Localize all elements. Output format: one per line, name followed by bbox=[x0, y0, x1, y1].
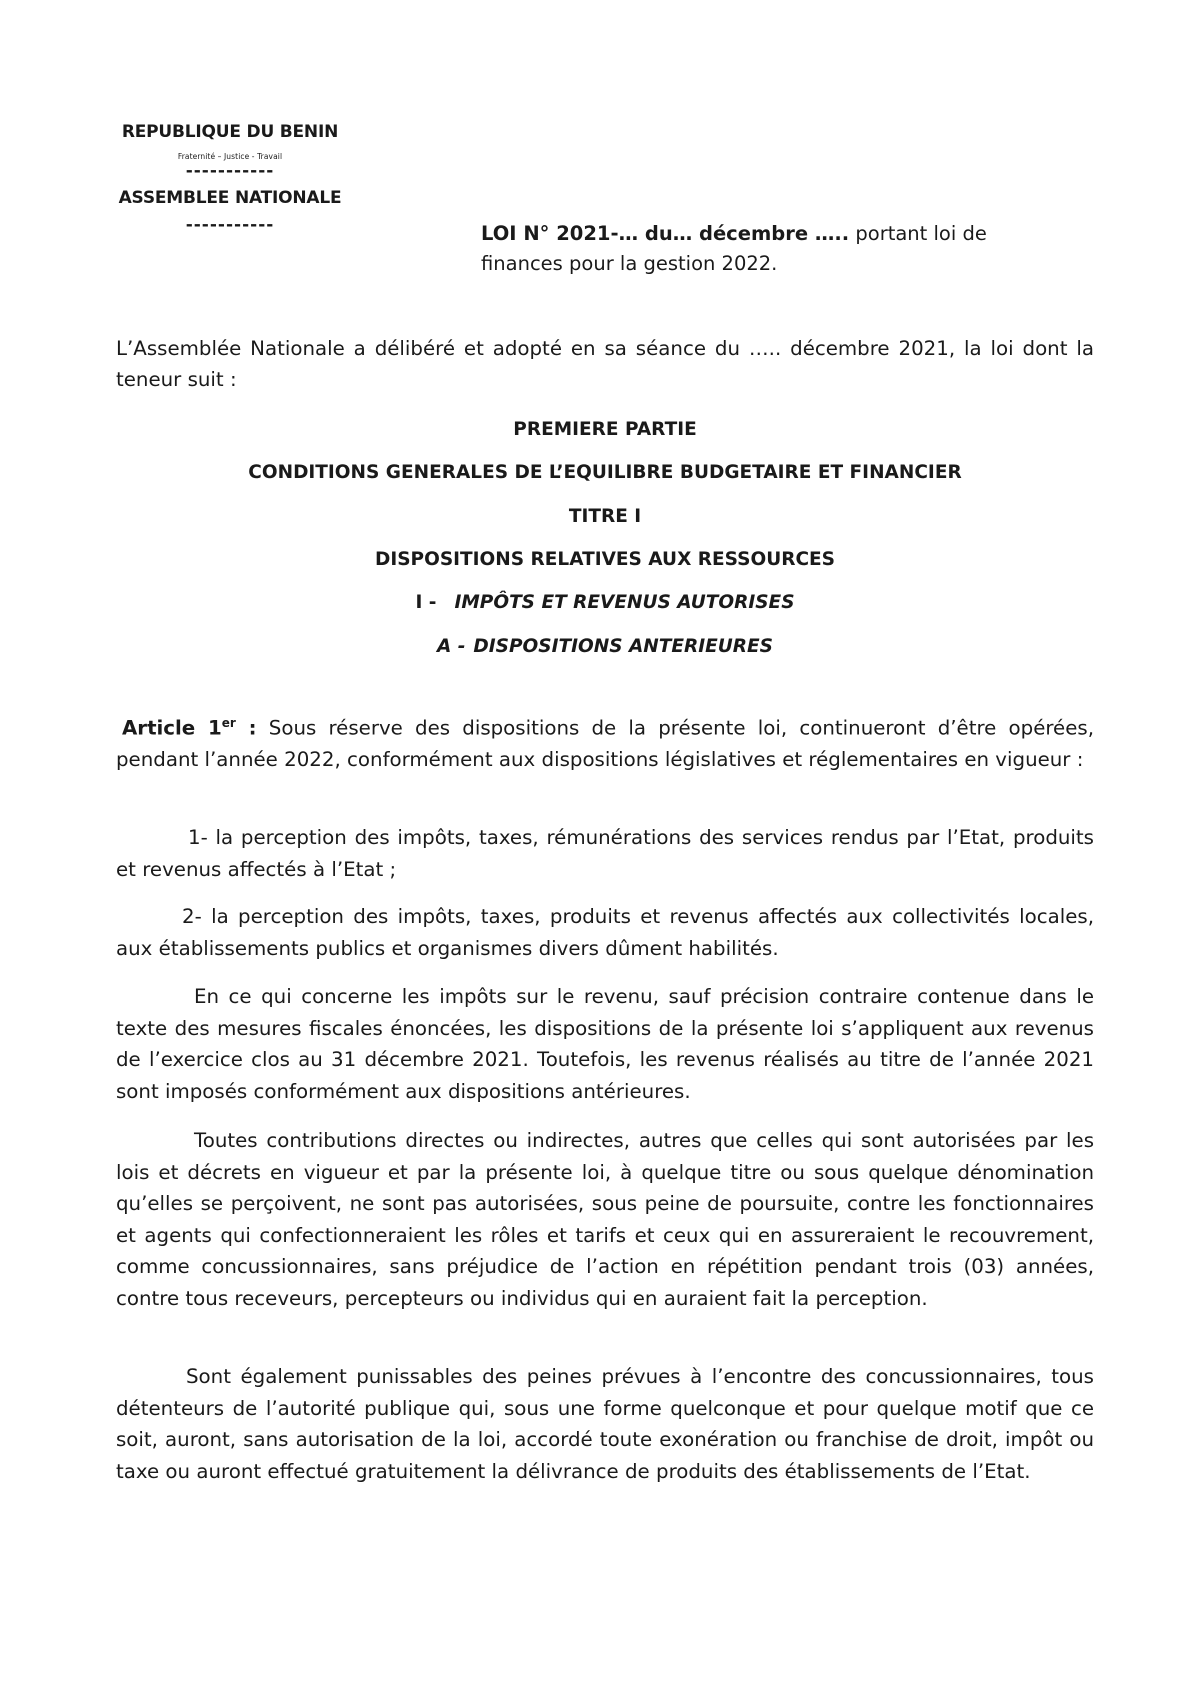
national-motto: Fraternité – Justice - Travail bbox=[177, 152, 283, 161]
article-colon: : bbox=[235, 716, 257, 740]
article-1 bbox=[116, 708, 1094, 776]
section-a-number: A - bbox=[436, 636, 466, 657]
section-i-heading bbox=[116, 592, 1094, 613]
law-title bbox=[481, 219, 1041, 279]
dispositions-heading: DISPOSITIONS RELATIVES AUX RESSOURCES bbox=[374, 549, 836, 570]
institution-name: ASSEMBLEE NATIONALE bbox=[118, 188, 342, 208]
intro-paragraph: L’Assemblée Nationale a délibéré et adopté en sa séance du ….. décembre 2021, la loi dont la teneur suit : bbox=[116, 337, 1094, 391]
law-subject: portant loi de finances pour la gestion 2022. bbox=[481, 222, 987, 275]
part-heading: PREMIERE PARTIE bbox=[513, 419, 697, 440]
list-item: 1- la perception des impôts, taxes, rémunérations des services rendus par l’Etat, produits et revenus affectés à l’Etat ; bbox=[116, 826, 1094, 881]
article-label: Article 1 bbox=[122, 716, 222, 740]
list-item: 2- la perception des impôts, taxes, produits et revenus affectés aux collectivités locales, aux établissements publics et organismes divers dûment habilités. bbox=[116, 905, 1094, 960]
paragraph-contributions: Toutes contributions directes ou indirectes, autres que celles qui sont autorisées par les lois et décrets en vigueur et par la présente loi, à quelque titre ou sous quelque dénomination qu’elles se perçoivent, ne sont pas autorisées, sous peine de poursuite, contre les fonctionnaires et agents qui confectionneraient les rôles et tarifs et ceux qui en assureraient le recouvrement, comme concussionnaires, sans préjudice de l’action en répétition pendant trois (03) années, contre tous receveurs, percepteurs ou individus qui en auraient fait la perception. bbox=[116, 1129, 1094, 1310]
article-text: Sous réserve des dispositions de la présente loi, continueront d’être opérées, pendant l’année 2022, conformément aux dispositions législatives et réglementaires en vigueur : bbox=[116, 716, 1094, 772]
article-ordinal: er bbox=[221, 716, 236, 730]
titre-heading: TITRE I bbox=[568, 506, 642, 527]
country-name: REPUBLIQUE DU BENIN bbox=[121, 122, 339, 142]
separator-line: ----------- bbox=[185, 161, 275, 181]
law-number: LOI N° 2021-… du… décembre ….. bbox=[481, 222, 850, 245]
paragraph-income-tax: En ce qui concerne les impôts sur le revenu, sauf précision contraire contenue dans le texte des mesures fiscales énoncées, les dispositions de la présente loi s’appliquent aux revenus de l’exercice clos au 31 décembre 2021. Toutefois, les revenus réalisés au titre de l’année 2021 sont imposés conformément aux dispositions antérieures. bbox=[116, 985, 1094, 1103]
section-a-label: DISPOSITIONS ANTERIEURES bbox=[473, 636, 774, 657]
conditions-heading: CONDITIONS GENERALES DE L’EQUILIBRE BUDGETAIRE ET FINANCIER bbox=[248, 462, 962, 483]
paragraph-penalties: Sont également punissables des peines prévues à l’encontre des concussionnaires, tous détenteurs de l’autorité publique qui, sous une forme quelconque et pour quelque motif que ce soit, auront, sans autorisation de la loi, accordé toute exonération ou franchise de droit, impôt ou taxe ou auront effectué gratuitement la délivrance de produits des établissements de l’Etat. bbox=[116, 1365, 1094, 1483]
section-a-heading bbox=[116, 636, 1094, 657]
separator-line: ----------- bbox=[185, 215, 275, 235]
section-i-label: IMPÔTS ET REVENUS AUTORISES bbox=[454, 592, 795, 613]
letterhead bbox=[110, 122, 350, 235]
section-i-number: I - bbox=[415, 592, 437, 613]
